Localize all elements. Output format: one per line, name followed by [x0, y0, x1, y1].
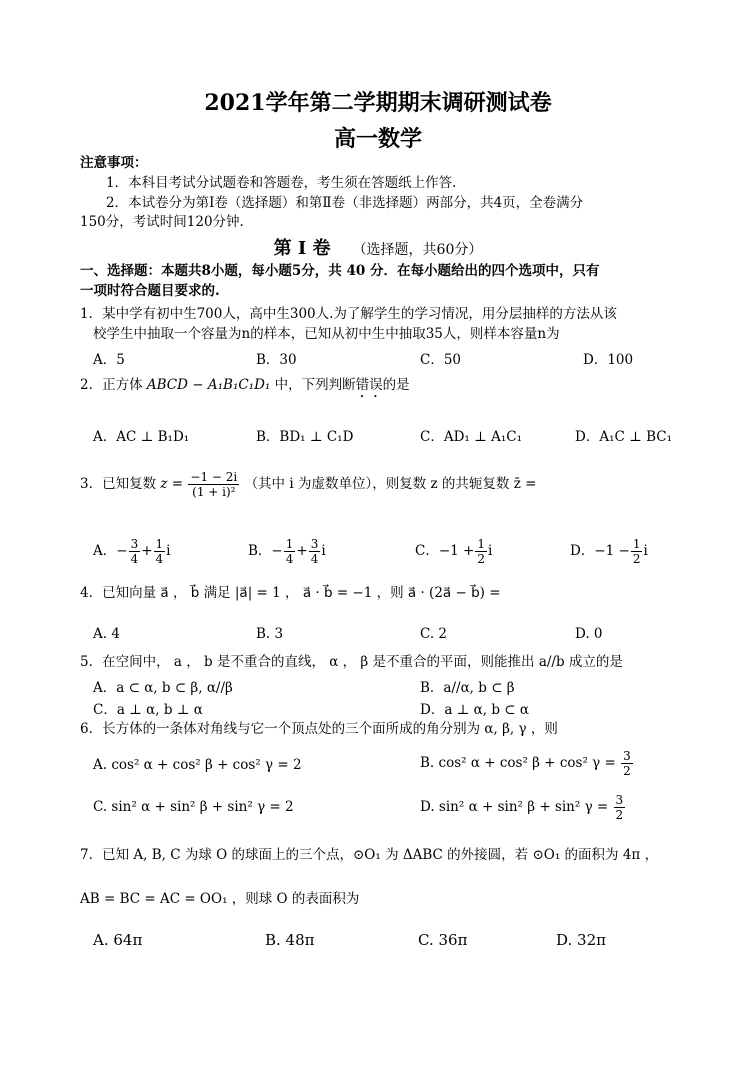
q1-option-d: D．100: [583, 352, 634, 368]
q3-b-post: i: [321, 543, 326, 559]
q1-option-c: C．50: [420, 352, 462, 368]
q2-option-a: A．AC ⊥ B₁D₁: [93, 429, 190, 445]
q6-d-num: 3: [615, 793, 624, 807]
q3-b-d1: 4: [285, 552, 294, 566]
q7-option-d: D. 32π: [556, 931, 606, 949]
q3-d-post: i: [643, 543, 648, 559]
exam-subject: 高一数学: [333, 126, 422, 152]
q3-d-d1: 2: [632, 552, 641, 566]
q2-emphasis: 错误: [355, 377, 383, 393]
notice-item-2-line-2: 150分，考试时间120分钟.: [80, 214, 244, 230]
q6-option-a: A. cos² α + cos² β + cos² γ = 2: [93, 757, 302, 773]
q7-option-c: C. 36π: [418, 931, 468, 949]
q7-option-b: B. 48π: [265, 931, 315, 949]
section-subtitle: （选择题，共60分）: [352, 242, 483, 258]
q6-b-expr: B. cos² α + cos² β + cos² γ =: [420, 755, 616, 771]
q3-a-label: A．: [93, 543, 117, 559]
notice-heading: 注意事项：: [80, 155, 148, 171]
q3-a-d2: 4: [155, 552, 164, 566]
q3-c-d1: 2: [477, 552, 485, 566]
q3-a-mid: +: [141, 543, 153, 559]
q5-option-d: D．a ⊥ α, b ⊂ α: [420, 702, 530, 718]
instruction-line-2: 一项时符合题目要求的.: [80, 283, 220, 299]
q3-c-n1: 1: [477, 537, 485, 551]
q3-b-n2: 3: [310, 537, 319, 551]
q3-z: z =: [160, 476, 184, 492]
notice-item-1: 1．本科目考试分试题卷和答题卷，考生须在答题纸上作答.: [106, 175, 457, 191]
instruction-line-1: 一、选择题：本题共8小题，每小题5分，共 40 分．在每小题给出的四个选项中，只有: [80, 263, 600, 279]
q3-option-c: [415, 537, 492, 566]
q2-option-d: D．A₁C ⊥ BC₁: [575, 429, 673, 445]
q3-b-pre: −: [271, 543, 283, 559]
q4-option-a: A. 4: [93, 626, 120, 642]
q3-c-frac: [475, 537, 487, 566]
q3-c-label: C．: [415, 543, 439, 559]
q7-line-2: AB = BC = AC = OO₁ ，则球 O 的表面积为: [80, 891, 360, 907]
q1-line-2: 校学生中抽取一个容量为n的样本，已知从初中生中抽取35人，则样本容量n为: [93, 326, 560, 342]
q3-c-post: i: [488, 543, 493, 559]
q6-option-c: C. sin² α + sin² β + sin² γ = 2: [93, 799, 294, 815]
q3-a-n2: 1: [155, 537, 164, 551]
q3-fraction: [188, 470, 239, 499]
notice-item-2-line-1: 2．本试卷分为第Ⅰ卷（选择题）和第Ⅱ卷（非选择题）两部分，共4页，全卷满分: [106, 195, 584, 211]
q3-b-frac2: [309, 537, 321, 566]
q4-stem: 4．已知向量 a⃗ ， b⃗ 满足 |a⃗| = 1 ， a⃗ · b⃗ = −1 ，则 a⃗ · (2a⃗ − b⃗) =: [80, 585, 501, 601]
q4-option-b: B. 3: [256, 626, 284, 642]
q2-option-b: B．BD₁ ⊥ C₁D: [256, 429, 354, 445]
q7-line-1: 7．已知 A, B, C 为球 O 的球面上的三个点，⊙O₁ 为 ΔABC 的外接圆，若 ⊙O₁ 的面积为 4π ，: [80, 847, 659, 863]
q3-d-pre: −1 −: [594, 543, 630, 559]
q3-b-mid: +: [296, 543, 308, 559]
q2-prefix: 2．正方体: [80, 377, 143, 393]
q3-suffix: （其中 i 为虚数单位），则复数 z 的共轭复数 z̄ =: [244, 476, 537, 492]
q1-option-a: A．5: [93, 352, 125, 368]
q3-a-d1: 4: [130, 552, 139, 566]
q3-c-pre: −1 +: [438, 543, 475, 559]
q7-option-a: A. 64π: [93, 931, 143, 949]
q6-b-den: 2: [623, 764, 631, 778]
q2-expression: ABCD − A₁B₁C₁D₁: [146, 377, 271, 393]
q6-d-fraction: [614, 793, 626, 822]
q6-option-d: [420, 793, 626, 822]
q6-d-den: 2: [615, 808, 624, 822]
q3-a-frac2: [154, 537, 166, 566]
q3-option-d: [570, 537, 648, 566]
exam-title: 2021学年第二学期期末调研测试卷: [204, 90, 552, 116]
q6-stem: 6．长方体的一条体对角线与它一个顶点处的三个面所成的角分别为 α, β, γ ，则: [80, 721, 558, 737]
q2-suffix: 中，下列判断: [274, 377, 356, 393]
q6-b-fraction: [621, 749, 633, 778]
q3-b-frac1: [284, 537, 296, 566]
q3-a-pre: −: [116, 543, 128, 559]
section-title: [0, 234, 756, 260]
q5-option-c: C．a ⊥ α, b ⊥ α: [93, 702, 203, 718]
q1-line-1: 1．某中学有初中生700人，高中生300人.为了解学生的学习情况，用分层抽样的方法从该: [80, 306, 617, 322]
q3-a-post: i: [166, 543, 171, 559]
q1-option-b: B．30: [256, 352, 297, 368]
q5-stem: 5．在空间中， a ， b 是不重合的直线， α ， β 是不重合的平面，则能推出 a//b 成立的是: [80, 654, 623, 670]
q2-option-c: C．AD₁ ⊥ A₁C₁: [420, 429, 522, 445]
q3-a-n1: 3: [130, 537, 139, 551]
section-title-main: 第 Ⅰ 卷: [273, 238, 331, 259]
q6-b-num: 3: [623, 749, 631, 763]
q2-tail: 的是: [382, 377, 410, 393]
q5-option-a: A．a ⊂ α, b ⊂ β, α//β: [93, 680, 233, 696]
q3-numerator: −1 − 2i: [190, 470, 238, 484]
q3-d-n1: 1: [632, 537, 641, 551]
q3-b-label: B．: [248, 543, 272, 559]
q4-option-d: D. 0: [575, 626, 603, 642]
q3-b-n1: 1: [285, 537, 294, 551]
q3-d-label: D．: [570, 543, 595, 559]
q3-a-frac1: [129, 537, 141, 566]
q3-option-b: [248, 537, 326, 566]
q3-d-frac: [631, 537, 643, 566]
q6-d-expr: D. sin² α + sin² β + sin² γ =: [420, 799, 609, 815]
q6-option-b: [420, 749, 634, 778]
q3-option-a: [93, 537, 170, 566]
q3-stem: [80, 470, 536, 499]
q3-prefix: 3．已知复数: [80, 476, 157, 492]
q4-option-c: C. 2: [420, 626, 448, 642]
q5-option-b: B．a//α, b ⊂ β: [420, 680, 515, 696]
q3-b-d2: 4: [310, 552, 319, 566]
q2-stem: [80, 376, 410, 401]
q3-denominator: (1 + i)²: [192, 485, 236, 499]
